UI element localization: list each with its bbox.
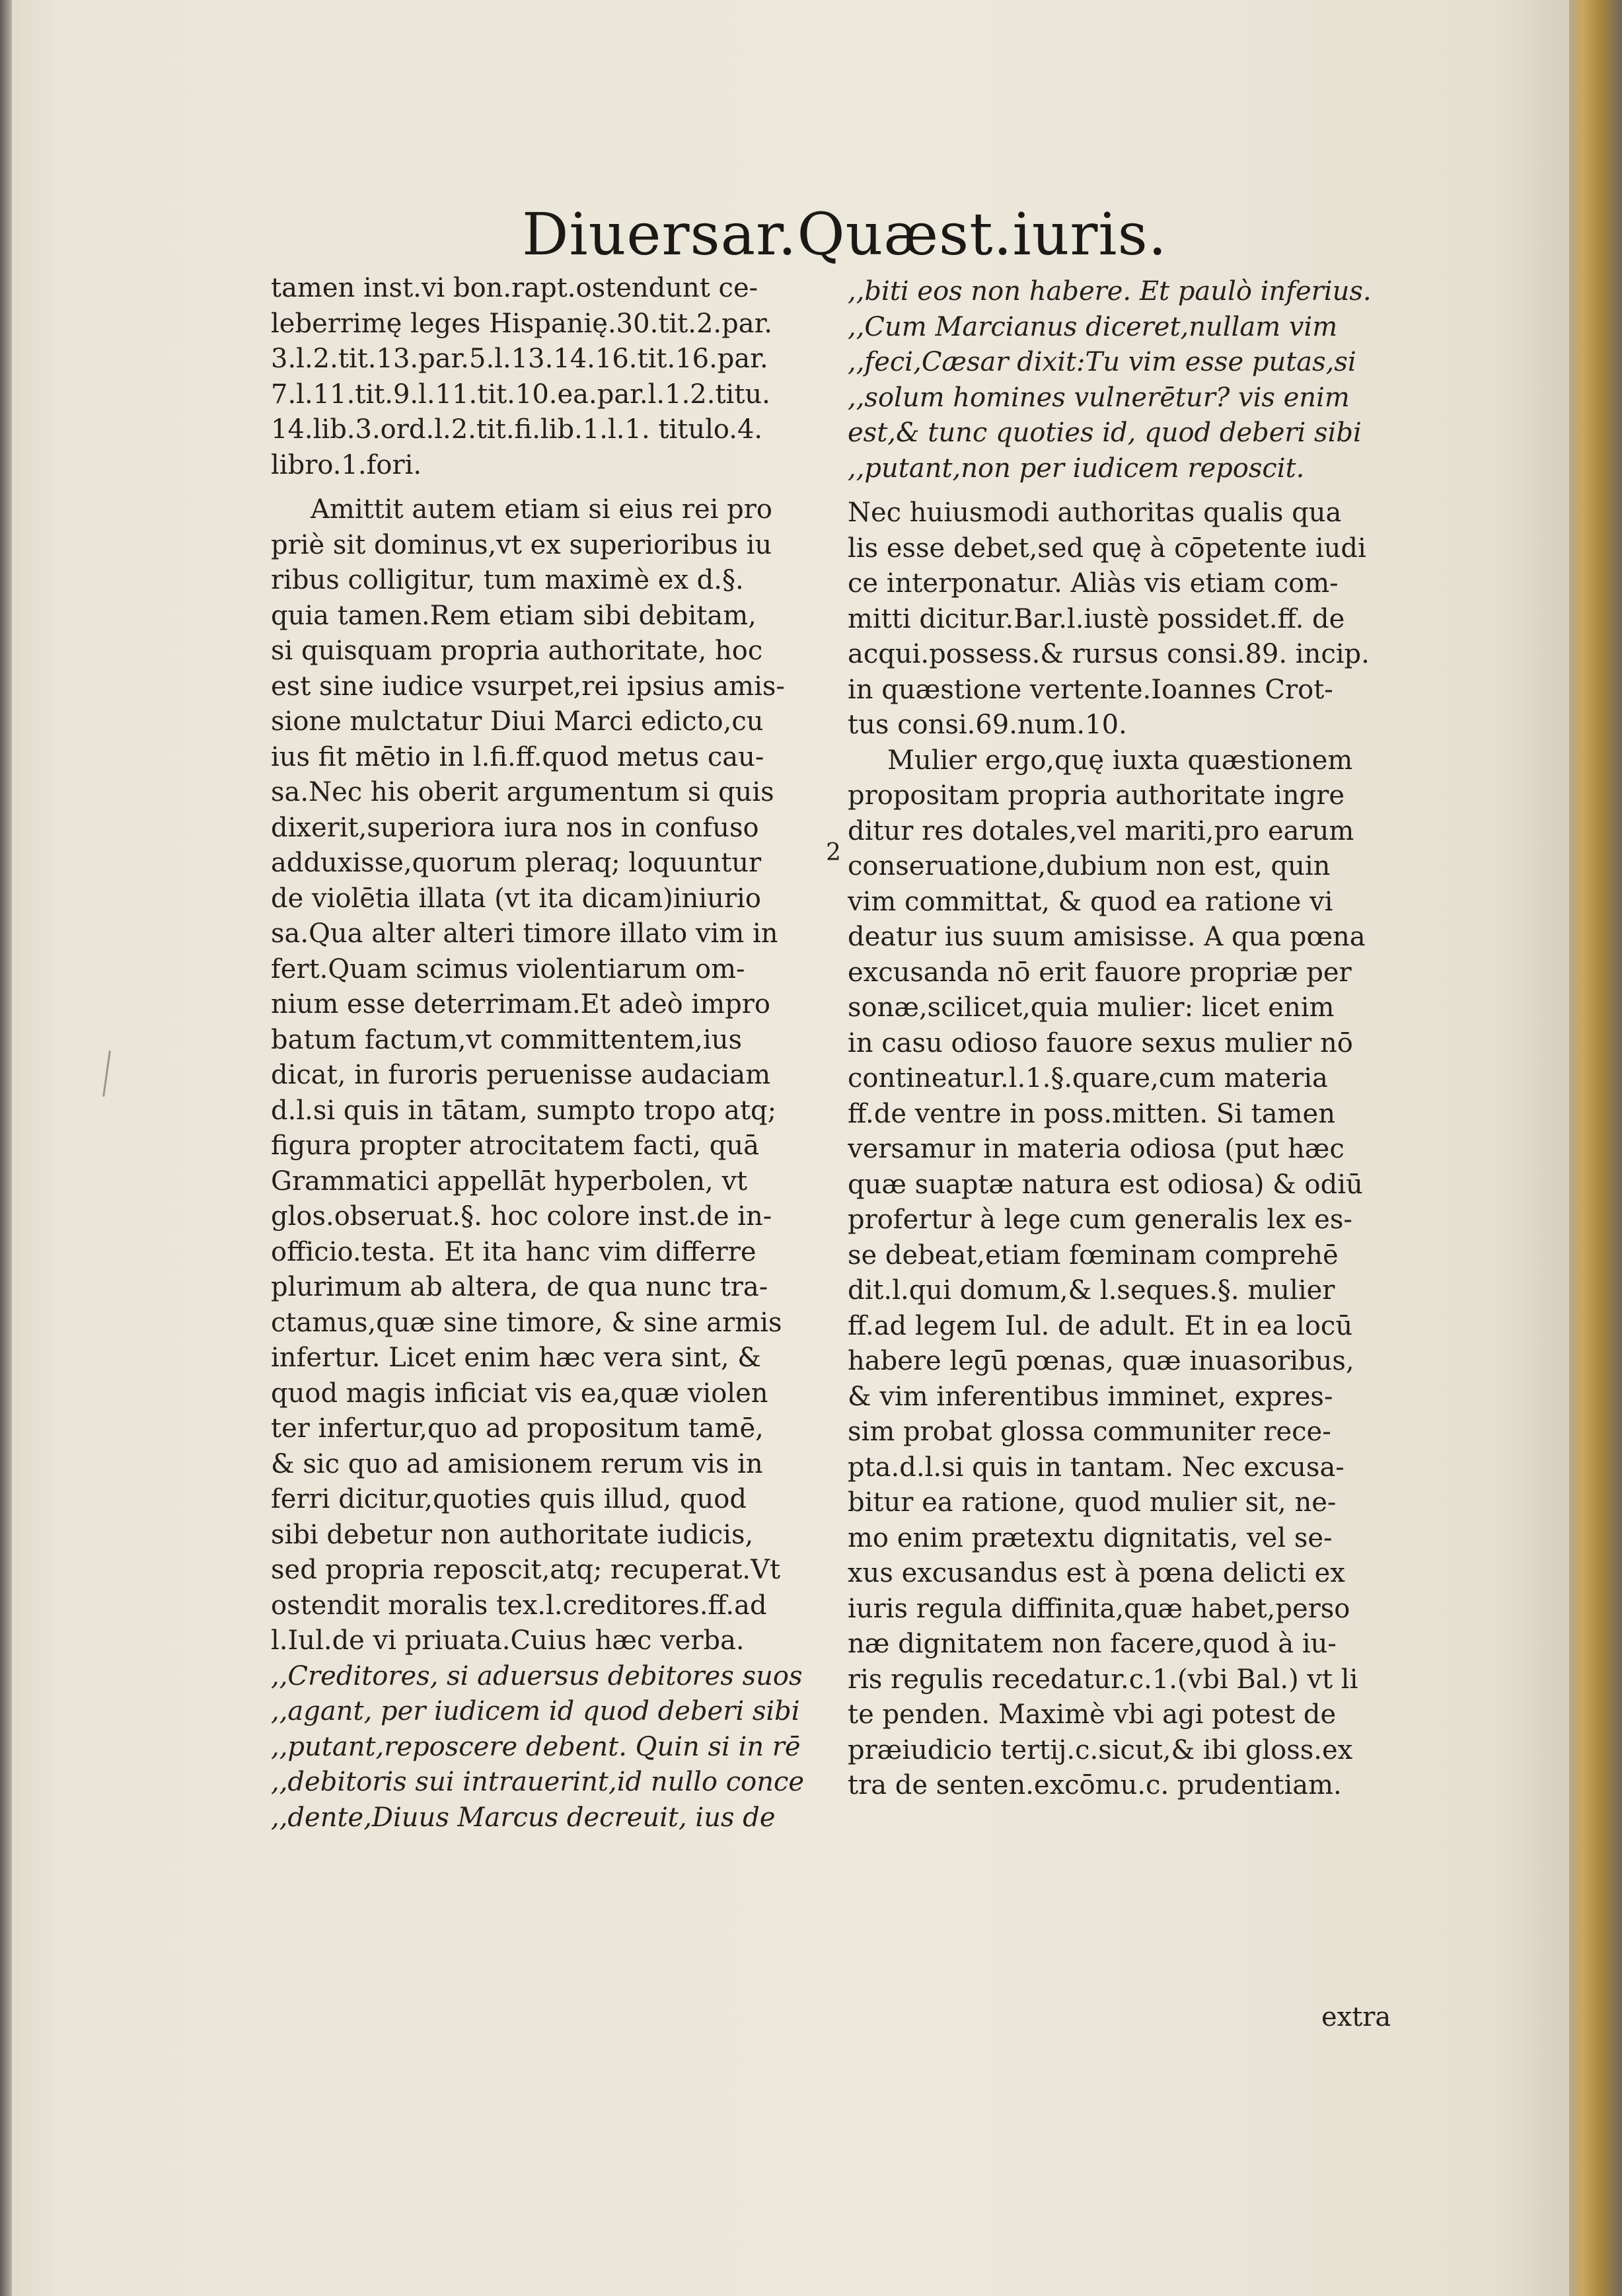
text-line: propositam propria authoritate ingre xyxy=(848,780,1345,811)
text-line: ostendit moralis tex.l.creditores.ff.ad xyxy=(271,1590,767,1621)
text-line: in casu odioso fauore sexus mulier nō xyxy=(848,1027,1353,1058)
text-line: Mulier ergo,quę iuxta quæstionem xyxy=(887,745,1353,776)
right-quotation xyxy=(848,274,1403,486)
text-line: quæ suaptæ natura est odiosa) & odiū xyxy=(848,1169,1363,1200)
text-line: ff.ad legem Iul. de adult. Et in ea locū xyxy=(848,1310,1353,1341)
text-line: ris regulis recedatur.c.1.(vbi Bal.) vt li xyxy=(848,1664,1358,1695)
text-line: mo enim prætextu dignitatis, vel se- xyxy=(848,1522,1333,1553)
text-line: ditur res dotales,vel mariti,pro earum xyxy=(848,815,1354,846)
text-line: 3.l.2.tit.13.par.5.l.13.14.16.tit.16.par. xyxy=(271,344,768,374)
right-paragraph-1 xyxy=(848,496,1403,743)
text-line: priè sit dominus,vt ex superioribus iu xyxy=(271,529,772,560)
text-line: in quæstione vertente.Ioannes Crot- xyxy=(848,674,1333,705)
text-line: ,,putant,non per iudicem reposcit. xyxy=(848,453,1305,484)
text-line: ce interponatur. Aliàs vis etiam com- xyxy=(848,568,1339,599)
text-line: figura propter atrocitatem facti, quā xyxy=(271,1130,759,1161)
text-line: præiudicio tertij.c.sicut,& ibi gloss.ex xyxy=(848,1734,1353,1765)
gilt-page-edge xyxy=(1569,0,1622,2296)
text-line: contineatur.l.1.§.quare,cum materia xyxy=(848,1063,1328,1093)
text-line: de violētia illata (vt ita dicam)iniurio xyxy=(271,883,761,914)
text-line: ter infertur,quo ad propositum tamē, xyxy=(271,1413,764,1444)
text-line: 14.lib.3.ord.l.2.tit.fi.lib.1.l.1. titulo.4. xyxy=(271,414,763,445)
text-line: sibi debetur non authoritate iudicis, xyxy=(271,1519,754,1550)
text-line: ,,Creditores, si aduersus debitores suos xyxy=(271,1660,803,1691)
text-line: Grammatici appellāt hyperbolen, vt xyxy=(271,1166,748,1197)
text-line: versamur in materia odiosa (put hæc xyxy=(848,1134,1345,1164)
text-line: fert.Quam scimus violentiarum om- xyxy=(271,953,745,984)
text-line: & vim inferentibus imminet, expres- xyxy=(848,1381,1333,1412)
text-line: l.Iul.de vi priuata.Cuius hæc verba. xyxy=(271,1625,745,1656)
text-line: bitur ea ratione, quod mulier sit, ne- xyxy=(848,1487,1337,1518)
text-line: xus excusandus est à pœna delicti ex xyxy=(848,1558,1345,1588)
text-line: lis esse debet,sed quę à cōpetente iudi xyxy=(848,533,1366,564)
text-line: habere legū pœnas, quæ inuasoribus, xyxy=(848,1346,1354,1376)
left-paragraph-1 xyxy=(271,271,819,483)
text-line: ribus colligitur, tum maximè ex d.§. xyxy=(271,565,744,595)
text-line: sa.Nec his oberit argumentum si quis xyxy=(271,777,774,807)
text-line: ,,biti eos non habere. Et paulò inferius. xyxy=(848,276,1372,307)
text-line: tus consi.69.num.10. xyxy=(848,710,1127,740)
left-quotation xyxy=(271,1659,819,1836)
text-line: d.l.si quis in tātam, sumpto tropo atq; xyxy=(271,1095,777,1126)
text-line: ,,putant,reposcere debent. Quin si in rē xyxy=(271,1731,801,1762)
text-line: conseruatione,dubium non est, quin xyxy=(848,851,1331,881)
text-line: sed propria reposcit,atq; recuperat.Vt xyxy=(271,1555,781,1585)
text-line: est,& tunc quoties id, quod deberi sibi xyxy=(848,418,1362,448)
text-line: vim committat, & quod ea ratione vi xyxy=(848,886,1333,917)
text-line: infertur. Licet enim hæc vera sint, & xyxy=(271,1343,761,1373)
text-line: & sic quo ad amisionem rerum vis in xyxy=(271,1448,763,1479)
text-line: deatur ius suum amisisse. A qua pœna xyxy=(848,922,1366,952)
text-line: ,,Cum Marcianus diceret,nullam vim xyxy=(848,311,1338,342)
text-line: tra de senten.excōmu.c. prudentiam. xyxy=(848,1770,1342,1800)
text-line: batum factum,vt committentem,ius xyxy=(271,1024,743,1055)
text-line: acqui.possess.& rursus consi.89. incip. xyxy=(848,639,1370,669)
text-line: dixerit,superiora iura nos in confuso xyxy=(271,812,759,843)
text-line: excusanda nō erit fauore propriæ per xyxy=(848,957,1352,988)
text-line: adduxisse,quorum pleraq; loquuntur xyxy=(271,848,762,878)
text-line: pta.d.l.si quis in tantam. Nec excusa- xyxy=(848,1452,1345,1483)
text-line: mitti dicitur.Bar.l.iustè possidet.ff. de xyxy=(848,603,1345,634)
text-line: sonæ,scilicet,quia mulier: licet enim xyxy=(848,992,1335,1023)
text-line: si quisquam propria authoritate, hoc xyxy=(271,636,763,666)
left-paragraph-2 xyxy=(271,492,819,1659)
text-line: tamen inst.vi bon.rapt.ostendunt ce- xyxy=(271,273,758,303)
text-line: næ dignitatem non facere,quod à iu- xyxy=(848,1629,1337,1659)
text-line: ,,solum homines vulnerētur? vis enim xyxy=(848,382,1350,413)
running-head: Diuersar.Quæst.iuris. xyxy=(522,200,1167,268)
text-line: ,,debitoris sui intrauerint,id nullo conce xyxy=(271,1767,805,1797)
text-line: sim probat glossa communiter rece- xyxy=(848,1417,1331,1447)
text-line: nium esse deterrimam.Et adeò impro xyxy=(271,989,770,1019)
catchword: extra xyxy=(1321,2002,1391,2032)
text-line: ,,agant, per iudicem id quod deberi sibi xyxy=(271,1696,800,1726)
text-line: sa.Qua alter alteri timore illato vim in xyxy=(271,918,778,949)
text-line: ,,feci,Cæsar dixit:Tu vim esse putas,si xyxy=(848,347,1356,377)
text-line: profertur à lege cum generalis lex es- xyxy=(848,1204,1352,1235)
text-line: ,,dente,Diuus Marcus decreuit, ius de xyxy=(271,1802,776,1833)
text-line: ff.de ventre in poss.mitten. Si tamen xyxy=(848,1098,1335,1129)
left-column xyxy=(271,271,819,2022)
text-line: Nec huiusmodi authoritas qualis qua xyxy=(848,498,1342,528)
right-paragraph-2 xyxy=(848,743,1403,1804)
text-line: dicat, in furoris peruenisse audaciam xyxy=(271,1060,771,1090)
text-line: ius fit mētio in l.fi.ff.quod metus cau- xyxy=(271,741,764,772)
text-line: dit.l.qui domum,& l.seques.§. mulier xyxy=(848,1275,1335,1306)
text-line: leberrimę leges Hispanię.30.tit.2.par. xyxy=(271,308,773,339)
margin-section-number: 2 xyxy=(826,839,841,866)
text-line: quod magis inficiat vis ea,quæ violen xyxy=(271,1378,768,1409)
text-line: ctamus,quæ sine timore, & sine armis xyxy=(271,1307,782,1338)
right-column xyxy=(848,274,1403,1992)
text-line: iuris regula diffinita,quæ habet,perso xyxy=(848,1593,1350,1624)
text-line: ferri dicitur,quoties quis illud, quod xyxy=(271,1484,747,1514)
binding-gutter xyxy=(0,0,12,2296)
text-line: sione mulctatur Diui Marci edicto,cu xyxy=(271,706,764,737)
text-line: se debeat,etiam fœminam comprehē xyxy=(848,1240,1339,1271)
text-line: Amittit autem etiam si eius rei pro xyxy=(311,494,772,525)
text-line: te penden. Maximè vbi agi potest de xyxy=(848,1699,1337,1730)
text-line: officio.testa. Et ita hanc vim differre xyxy=(271,1236,756,1267)
text-line: 7.l.11.tit.9.l.11.tit.10.ea.par.l.1.2.titu. xyxy=(271,379,770,410)
text-line: glos.obseruat.§. hoc colore inst.de in- xyxy=(271,1201,772,1232)
text-line: libro.1.fori. xyxy=(271,449,422,480)
text-line: plurimum ab altera, de qua nunc tra- xyxy=(271,1272,768,1302)
text-line: est sine iudice vsurpet,rei ipsius amis- xyxy=(271,671,785,702)
text-line: quia tamen.Rem etiam sibi debitam, xyxy=(271,600,756,631)
